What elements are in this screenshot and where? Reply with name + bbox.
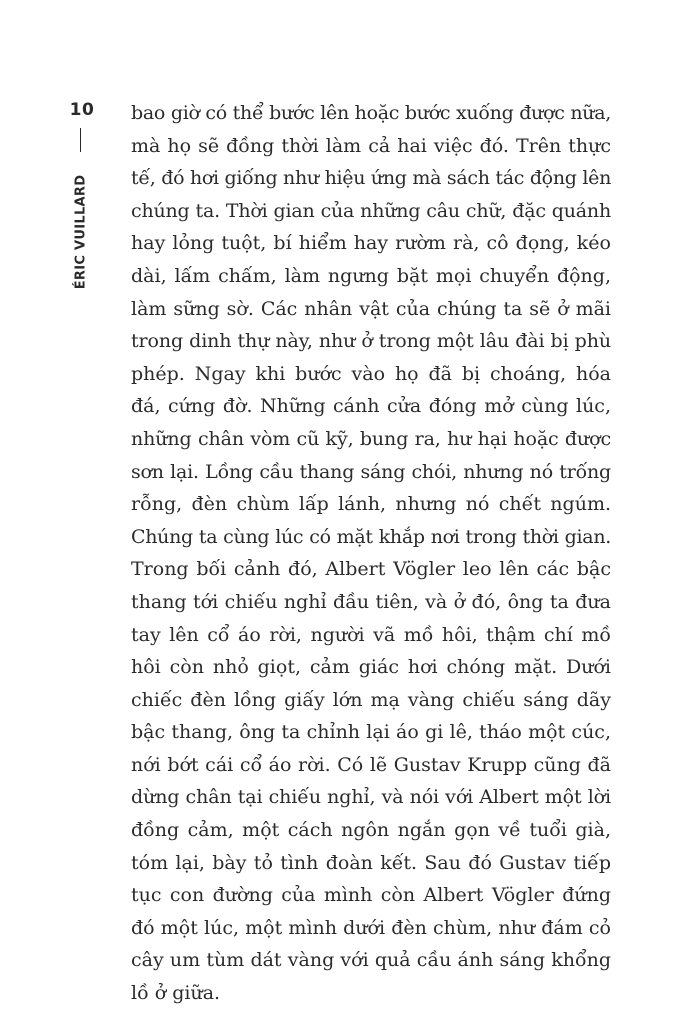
- text-line: Chúng ta cùng lúc có mặt khắp nơi trong thời gian.: [131, 525, 611, 548]
- text-line: nới bớt cái cổ áo rời. Có lẽ Gustav Krupp cũng đã: [131, 753, 611, 776]
- text-line: bao giờ có thể bước lên hoặc bước xuống được nữa,: [131, 102, 611, 124]
- text-line: làm sững sờ. Các nhân vật của chúng ta sẽ ở mãi: [131, 297, 611, 320]
- text-line: dừng chân tại chiếu nghỉ, và nói với Albert một lời: [131, 786, 611, 809]
- text-line: tay lên cổ áo rời, người vã mồ hôi, thậm chí mồ: [131, 623, 611, 646]
- text-line: lồ ở giữa.: [131, 982, 221, 1005]
- text-line: tóm lại, bày tỏ tình đoàn kết. Sau đó Gustav tiếp: [131, 851, 611, 874]
- text-line: thang tới chiếu nghỉ đầu tiên, và ở đó, ông ta đưa: [131, 590, 611, 613]
- text-line: chúng ta. Thời gian của những câu chữ, đặc quánh: [131, 199, 611, 222]
- text-line: trong dinh thự này, như ở trong một lâu đài bị phù: [131, 330, 611, 353]
- text-line: dài, lấm chấm, làm ngưng bặt mọi chuyển động,: [131, 264, 611, 287]
- text-line: rỗng, đèn chùm lấp lánh, nhưng nó chết ngúm.: [131, 493, 611, 516]
- text-line: tế, đó hơi giống như hiệu ứng mà sách tác động lên: [131, 167, 612, 190]
- text-line: đá, cứng đờ. Những cánh cửa đóng mở cùng lúc,: [131, 395, 611, 418]
- text-line: bậc thang, ông ta chỉnh lại áo gi lê, tháo một cúc,: [131, 721, 611, 744]
- text-line: Trong bối cảnh đó, Albert Vögler leo lên các bậc: [131, 558, 611, 581]
- text-line: cây um tùm dát vàng với quả cầu ánh sáng khổng: [131, 949, 611, 972]
- text-line: chiếc đèn lồng giấy lớn mạ vàng chiếu sáng dãy: [131, 688, 611, 711]
- text-line: sơn lại. Lồng cầu thang sáng chói, nhưng nó trống: [131, 460, 611, 483]
- text-line: đồng cảm, một cách ngôn ngắn gọn về tuổi già,: [131, 819, 611, 842]
- text-line: phép. Ngay khi bước vào họ đã bị choáng, hóa: [131, 362, 611, 385]
- text-line: hay lỏng tuột, bí hiểm hay rườm rà, cô đọng, kéo: [131, 232, 611, 255]
- margin-rule: [80, 128, 81, 152]
- page-number: 10: [69, 100, 95, 120]
- body-text: [131, 97, 611, 1010]
- text-line: hôi còn nhỏ giọt, cảm giác hơi chóng mặt. Dưới: [131, 656, 611, 679]
- running-header-author: [73, 162, 89, 302]
- text-line: những chân vòm cũ kỹ, bung ra, hư hại hoặc được: [131, 427, 611, 450]
- running-header-author-text: ÉRIC VUILLARD: [73, 174, 89, 290]
- text-line: mà họ sẽ đồng thời làm cả hai việc đó. Trên thực: [131, 134, 611, 157]
- text-line: tục con đường của mình còn Albert Vögler đứng: [131, 884, 611, 907]
- text-line: đó một lúc, một mình dưới đèn chùm, như đám cỏ: [131, 916, 611, 939]
